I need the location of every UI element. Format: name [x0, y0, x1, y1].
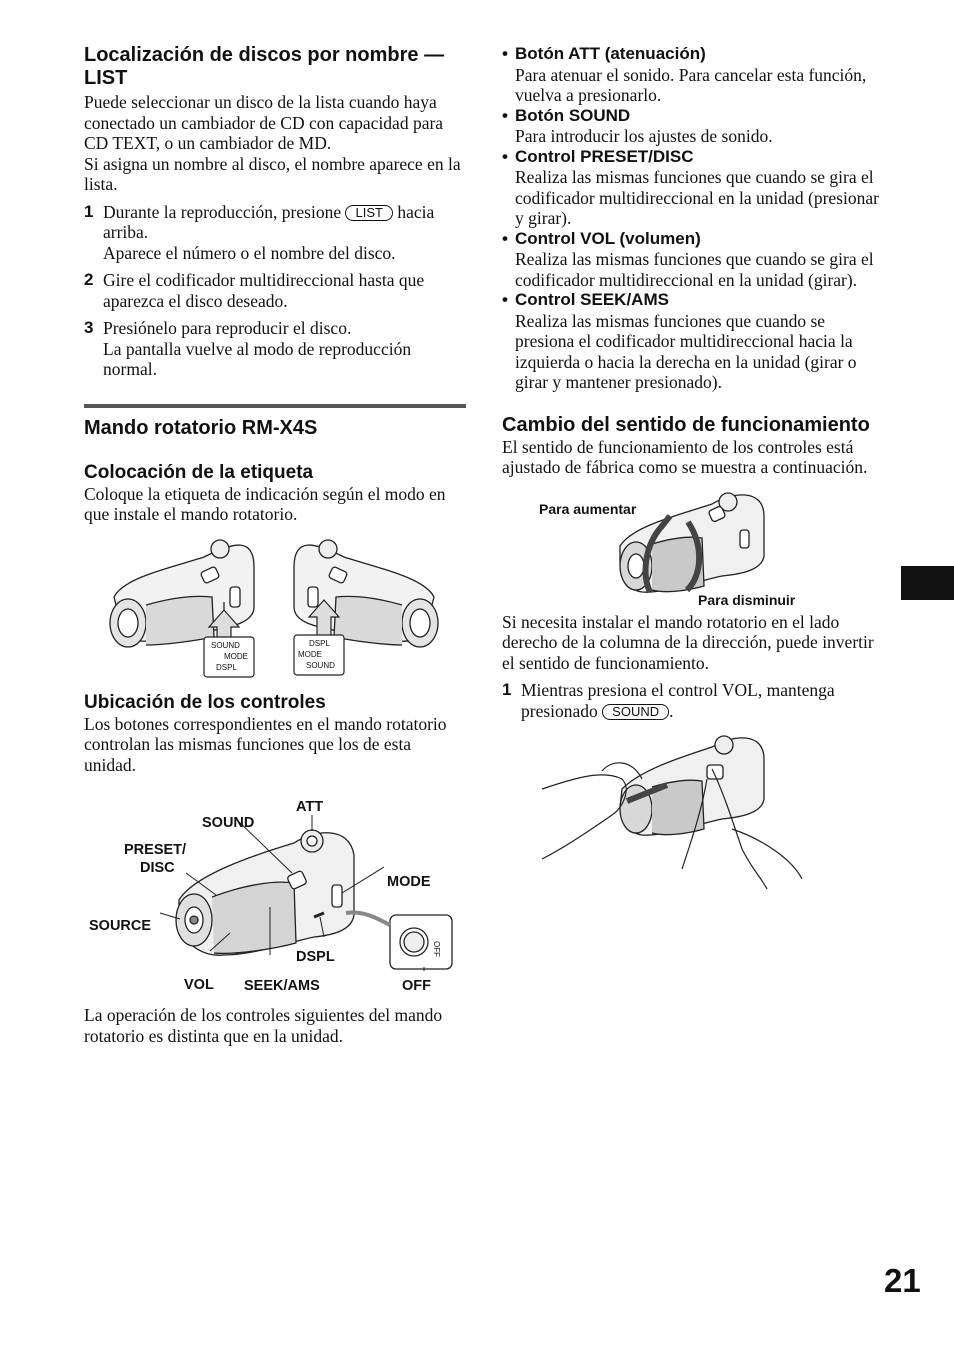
- step-number: 1: [84, 201, 94, 221]
- sticker-label-sound: SOUND: [211, 640, 240, 650]
- sticker-label-mode: MODE: [298, 649, 322, 659]
- increase-label: Para aumentar: [539, 500, 637, 517]
- label-subheading: Colocación de la etiqueta: [84, 461, 314, 483]
- bullet-title: Control SEEK/AMS: [515, 290, 669, 309]
- list-step-1: [84, 202, 466, 264]
- direction-text: El sentido de funcionamiento de los controles está ajustado de fábrica como se muestra a continuación.: [502, 436, 868, 477]
- hand-operation-figure: [502, 729, 882, 889]
- bullet-sound: • Botón SOUND Para introducir los ajustes de sonido.: [502, 106, 882, 147]
- sticker-label-mode: MODE: [224, 651, 248, 661]
- label-text: Coloque la etiqueta de indicación según el modo en que instale el mando rotatorio.: [84, 483, 446, 524]
- direction-heading: Cambio del sentido de funcionamiento: [502, 413, 870, 436]
- list-section-heading: Localización de discos por nombre — LIST: [84, 44, 445, 89]
- dspl-label: DSPL: [296, 949, 335, 965]
- att-label: ATT: [296, 799, 324, 815]
- source-label: SOURCE: [89, 918, 152, 934]
- bullet-text: Realiza las mismas funciones que cuando se gira el codificador multidireccional en la unidad (girar).: [515, 249, 874, 290]
- step-result: La pantalla vuelve al modo de reproducción normal.: [103, 338, 412, 379]
- disc-label: DISC: [140, 860, 175, 876]
- vol-label: VOL: [184, 977, 214, 993]
- sticker-label-dspl: DSPL: [309, 638, 330, 648]
- step-text-post: hacia arriba.: [103, 201, 435, 242]
- controls-after-text: La operación de los controles siguientes del mando rotatorio es distinta que en la unidad.: [84, 1005, 443, 1046]
- bullet-title: Control PRESET/DISC: [515, 146, 694, 166]
- section-divider: [84, 404, 466, 408]
- step-number: 3: [84, 318, 94, 337]
- direction-figure: [502, 486, 882, 610]
- bullet-att: • Botón ATT (atenuación) Para atenuar el sonido. Para cancelar esta función, vuelva a presionarlo.: [502, 44, 882, 106]
- sound-key: SOUND: [602, 704, 669, 720]
- list-step-2: [84, 270, 466, 311]
- right-column: [502, 44, 882, 889]
- list-key: LIST: [345, 205, 392, 221]
- direction-step-1: [502, 680, 882, 721]
- rotary-commander-illustration: [620, 736, 764, 835]
- sticker-label-dspl: DSPL: [216, 662, 237, 672]
- label-placement-figure: [84, 537, 466, 672]
- rotary-commander-left-illustration: [110, 540, 254, 647]
- sticker-label-sound: SOUND: [306, 660, 335, 670]
- off-small-label: OFF: [432, 941, 441, 957]
- preset-label: PRESET/: [124, 842, 187, 858]
- rotary-commander-illustration: [176, 830, 354, 955]
- controls-location-figure: [84, 785, 466, 999]
- list-intro-1: Puede seleccionar un disco de la lista cuando haya conectado un cambiador de CD con capacidad para CD TEXT, o un cambiador de MD.: [84, 92, 444, 153]
- bullet-text: Realiza las mismas funciones que cuando se presiona el codificador multidireccional hacia la izquierda o hacia la derecha en la unidad (girar o girar y mantener presionado).: [515, 310, 857, 392]
- step-text: Durante la reproducción, presione: [103, 201, 346, 222]
- mode-label: MODE: [387, 874, 431, 890]
- step-text: Mientras presiona el control VOL, mantenga presionado: [521, 680, 835, 721]
- bullet-title: Control VOL (volumen): [515, 228, 701, 248]
- step-result: Aparece el número o el nombre del disco.: [103, 242, 396, 263]
- step-number: 2: [84, 270, 94, 289]
- direction-text-2: Si necesita instalar el mando rotatorio en el lado derecho de la columna de la dirección, puede invertir el sentido de funcionamiento.: [502, 611, 874, 673]
- bullet-title: Botón ATT (atenuación): [515, 44, 706, 63]
- list-step-3: [84, 318, 466, 380]
- bullet-text: Realiza las mismas funciones que cuando se gira el codificador multidireccional en la unidad (presionar y girar).: [515, 167, 879, 228]
- section-tab-marker: [901, 566, 954, 600]
- step-text-post: .: [669, 700, 674, 721]
- step-number: 1: [502, 680, 512, 699]
- bullet-text: Para introducir los ajustes de sonido.: [515, 126, 773, 146]
- rotary-commander-right-illustration: [294, 540, 438, 647]
- bullet-vol: • Control VOL (volumen) Realiza las mismas funciones que cuando se gira el codificador multidireccional en la unidad (girar).: [502, 229, 882, 291]
- step-text: Gire el codificador multidireccional hasta que aparezca el disco deseado.: [103, 270, 425, 311]
- controls-text: Los botones correspondientes en el mando rotatorio controlan las mismas funciones que los de esta unidad.: [84, 713, 447, 775]
- rotary-commander-illustration: [620, 493, 764, 592]
- step-text: Presiónelo para reproducir el disco.: [103, 318, 352, 338]
- off-label: OFF: [402, 978, 431, 994]
- bullet-text: Para atenuar el sonido. Para cancelar esta función, vuelva a presionarlo.: [515, 64, 867, 105]
- bullet-seek: • Control SEEK/AMS Realiza las mismas funciones que cuando se presiona el codificador multidireccional hacia la izquierda o hacia la derecha en la unidad (girar o girar y mantener presionado).: [502, 290, 882, 393]
- controls-subheading: Ubicación de los controles: [84, 691, 326, 713]
- page-number: 21: [884, 1262, 921, 1299]
- bullet-preset: • Control PRESET/DISC Realiza las mismas funciones que cuando se gira el codificador multidireccional en la unidad (presionar y girar).: [502, 147, 882, 229]
- sound-label: SOUND: [202, 815, 255, 831]
- bullet-title: Botón SOUND: [515, 105, 631, 125]
- list-intro-2: Si asigna un nombre al disco, el nombre aparece en la lista.: [84, 153, 461, 194]
- rotary-section-heading: Mando rotatorio RM-X4S: [84, 416, 318, 439]
- seek-label: SEEK/AMS: [244, 978, 320, 994]
- left-column: [84, 44, 466, 1046]
- decrease-label: Para disminuir: [698, 591, 796, 608]
